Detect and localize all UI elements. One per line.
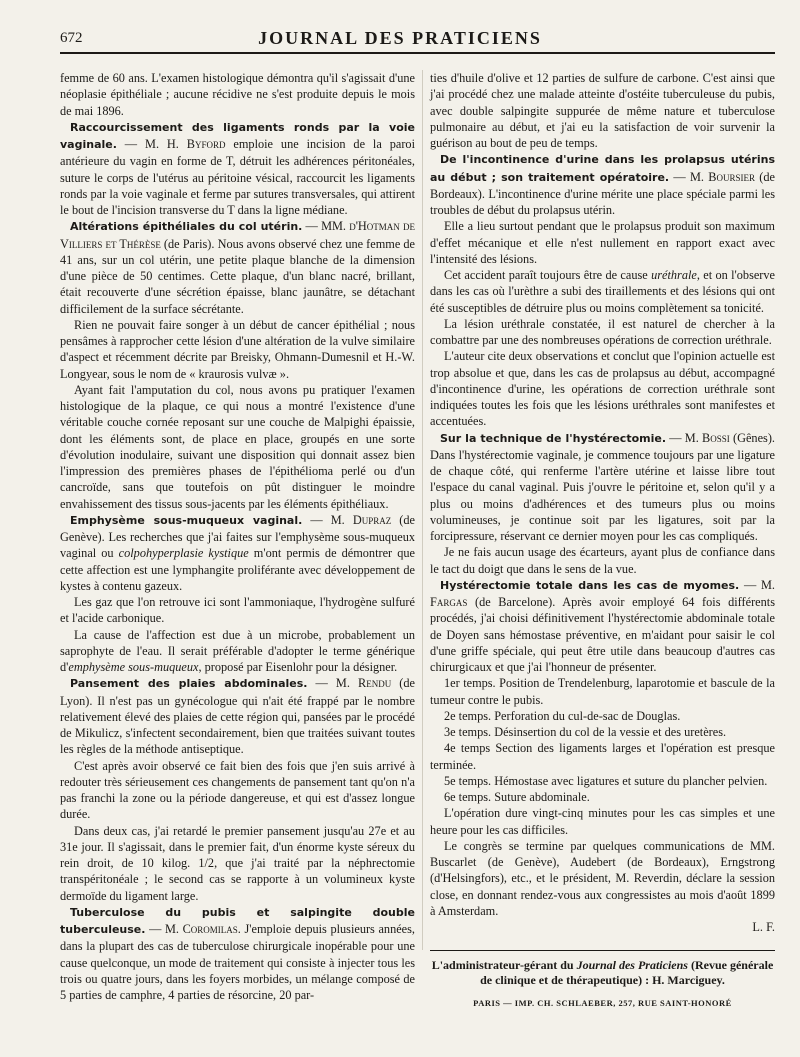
right-column	[430, 70, 775, 935]
step-1: 1er temps. Position de Trendelenburg, laparotomie et bascule de la tumeur contre le pubis.	[430, 676, 775, 707]
section-myomes: Hystérectomie totale dans les cas de myomes. — M. Fargas (de Barcelone). Après avoir employé 64 fois différents procédés, j'ai choisi définitivement l'hystérectomie abdominale totale de Doyen sans hémostase préventive, en m'aidant pour saisir le col d'une griffe spéciale, qui peut être utile dans beaucoup d'autres cas chirurgicaux et que j'ai l'honneur de présenter.	[430, 577, 775, 674]
location: (de Paris).	[160, 236, 215, 251]
paragraph: Le congrès se termine par quelques communications de MM. Buscarlet (de Genève), Audebert (de Bordeaux), Erngstrong (d'Helsingfors), etc., et le président, M. Reverdin, déclare la session close, en donnant rendez-vous aux congressistes au mois d'août 1899 à Amsterdam.	[430, 838, 775, 918]
paragraph: Les gaz que l'on retrouve ici sont l'ammoniaque, l'hydrogène sulfuré et l'acide carbonique.	[60, 595, 415, 626]
section-title: Hystérectomie totale dans les cas de myomes.	[440, 578, 740, 592]
location: (de Bordeaux).	[430, 169, 776, 201]
location: (de Genève).	[60, 512, 415, 544]
italic-term: colpohyperplasie kystique	[118, 546, 249, 561]
section-tuberculose: Tuberculose du pubis et salpingite double tuberculeuse. — M. Coromilas. J'emploie depuis plusieurs années, dans la plupart des cas de tuberculose chirurgicale inopérable pour une cause quelconque, un mode de traitement qui consiste à injecter tous les trois ou quatre jours, dans les foyers morbides, un mélange composé de 5 parties de camphre, 4 parties de résorcine, 20 par-	[60, 905, 415, 1002]
paragraph: ties d'huile d'olive et 12 parties de sulfure de carbone. C'est ainsi que j'ai procédé chez une malade atteinte d'ostéite tuberculeuse du pubis, avec double salpingite suppurée de même nature et tuberculose pulmonaire au début, et j'ai eu la satisfaction de voir survenir la guérison au bout de peu de temps.	[430, 71, 775, 150]
footer-rule	[430, 950, 775, 951]
section-emphyseme: Emphysème sous-muqueux vaginal. — M. Dupraz (de Genève). Les recherches que j'ai faites sur l'emphysème sous-muqueux vaginal ou colpohyperplasie kystique m'ont permis de démontrer que cette affection est une lymphangite proliférante avec développement de kystes à contenu gazeux.	[60, 512, 415, 593]
paragraph	[430, 267, 775, 316]
section-body: L'incontinence d'urine mérite une place spéciale parmi les troubles de début du prolapsus utérin.	[430, 186, 775, 217]
author: M. Dupraz	[330, 512, 392, 527]
paragraph: femme de 60 ans. L'examen histologique démontra qu'il s'agissait d'une néoplasie épithéliale ; aucune récidive ne s'est produite depuis le mois de mai 1896.	[60, 71, 415, 118]
text: La cause de l'affection est due à un microbe, probablement un saprophyte de l'eau. Il serait préférable d'adopter le terme générique d'	[60, 627, 415, 674]
journal-name: Journal des Praticiens	[576, 958, 688, 972]
text: L'administrateur-gérant du	[431, 958, 577, 972]
section-pansement: Pansement des plaies abdominales. — M. Rendu (de Lyon). Il n'est pas un gynécologue qui n'ait été frappé par le nombre relativement élevé des plaies de cette région qui, pansées par le procédé de Mikulicz, s'infectent secondairement, bien que traitées suivant toutes les règles de la méthode antiseptique.	[60, 676, 416, 757]
section-title: Pansement des plaies abdominales.	[70, 677, 308, 691]
text: , proposé par Eisenlohr pour la désigner.	[198, 660, 398, 674]
author: M. Fargas	[430, 577, 775, 609]
location: (de Lyon).	[60, 676, 416, 708]
italic-term: uréthrale	[651, 268, 697, 282]
column-divider	[422, 70, 423, 950]
paragraph: Rien ne pouvait faire songer à un début de cancer épithélial ; nous pensâmes à rapprocher cette lésion d'une altération de la vulve similaire d'aspect et récemment décrite par Breisky, Ohmann-Dumesnil et H.-W. Longyear, sous le nom de « kraurosis vulvæ ».	[60, 317, 415, 381]
step-5: 5e temps. Hémostase avec ligatures et suture du plancher pelvien.	[444, 773, 768, 788]
journal-title: JOURNAL DES PRATICIENS	[258, 28, 542, 48]
section-body: Il n'est pas un gynécologue qui n'ait été frappé par le nombre relativement élevé des plaies de cette région qui, pansées par le procédé de Mikulicz, s'infectent secondairement, bien que traitées suivant toutes les règles de la méthode antiseptique.	[60, 693, 415, 757]
step-2: 2e temps. Perforation du cul-de-sac de Douglas.	[444, 708, 681, 723]
text: , et on l'observe dans les cas où l'urèthre a subi des tiraillements et des lésions qui ont été susceptibles de détruire plus ou moins complètement sa tonicité.	[430, 268, 776, 315]
paragraph: Elle a lieu surtout pendant que le prolapsus produit son maximum d'effet mécanique et elle n'est nullement en rapport exact avec l'intensité des lésions.	[430, 219, 775, 266]
section-title: Emphysème sous-muqueux vaginal.	[70, 513, 303, 527]
section-body: m'ont permis de démontrer que cette affection est une lymphangite proliférante avec développement de kystes à contenu gazeux.	[60, 546, 415, 593]
printer-imprint: PARIS — IMP. CH. SCHLAEBER, 257, RUE SAINT-HONORÉ	[473, 998, 732, 1008]
paragraph: L'opération dure vingt-cinq minutes pour les cas simples et une heure pour les cas difficiles.	[430, 806, 775, 837]
section-alterations: Altérations épithéliales du col utérin. — MM. d'Hotman de Villiers et Thérèse (de Paris). Nous avons observé chez une femme de 41 ans, sur un col utérin, une petite plaque blanche de la dimension d'une pièce de 50 centimes. Cette plaque, d'un blanc nacré, brillant, était recouverte d'une sécrétion épaisse, blanc jaunâtre, se détachant difficilement de la surface sécrétante.	[60, 219, 416, 316]
text: (Revue générale de clinique et de thérapeutique) : H. Marciguey.	[480, 958, 774, 987]
section-body: Dans l'hystérectomie vaginale, je commence toujours par une ligature de chaque côté, qui renferme l'artère utérine et laisse libre tout l'espace du canal vaginal. Puis j'ouvre le péritoine et, selon qu'il y a plus ou moins d'adhérences et des tumeurs plus ou moins volumineuses, je continue soit par les ligatures, soit par la forcipressure, réservant ce dernier moyen pour les cas compliqués.	[430, 447, 775, 543]
section-title: Raccourcissement des ligaments ronds par la voie vaginale.	[60, 120, 415, 151]
italic-term: emphysème sous-muqueux	[68, 660, 199, 674]
author: MM. d'Hotman de Villiers et Thérèse	[60, 219, 415, 251]
text: Cet accident paraît toujours être de cause	[444, 268, 652, 282]
administrator-notice	[430, 958, 775, 988]
section-body: Après avoir employé 64 fois différents procédés, j'ai choisi définitivement l'hystérectomie abdominale totale de Doyen sans hémostase préventive, en m'aidant pour saisir le col d'une griffe spéciale, qui peut être utile dans beaucoup d'autres cas chirurgicaux et que j'ai l'honneur de présenter.	[430, 595, 775, 674]
section-body: Nous avons observé chez une femme de 41 ans, sur un col utérin, une petite plaque blanche de la dimension d'une pièce de 50 centimes. Cette plaque, d'un blanc nacré, brillant, était recouverte d'une sécrétion épaisse, blanc jaunâtre, se détachant difficilement de la surface sécrétante.	[60, 236, 416, 316]
paragraph: La lésion uréthrale constatée, il est naturel de chercher à la combattre par une des nombreuses opérations de correction uréthrale.	[430, 316, 775, 347]
paragraph: L'auteur cite deux observations et conclut que l'opinion actuelle est trop absolue et que, dans les cas de prolapsus au début, accompagné d'incontinence d'urine, les opérations de correction uréthrale sont indiquées toutes les fois que les lésions uréthrales sont manifestes et accentuées.	[430, 349, 775, 429]
left-column	[60, 70, 415, 1003]
author: M. Rendu	[335, 676, 392, 691]
section-hysterectomie: Sur la technique de l'hystérectomie. — M. Bossi (Gênes). Dans l'hystérectomie vaginale, je commence toujours par une ligature de chaque côté, qui renferme l'artère utérine et laisse libre tout l'espace du canal vaginal. Puis j'ouvre le péritoine et, selon qu'il y a plus ou moins d'adhérences et des tumeurs plus ou moins volumineuses, je continue soit par les ligatures, soit par la forcipressure, réservant ce dernier moyen pour les cas compliqués.	[430, 430, 775, 543]
section-body: Les recherches que j'ai faites sur l'emphysème sous-muqueux vaginal ou	[60, 530, 415, 561]
paragraph: Dans deux cas, j'ai retardé le premier pansement jusqu'au 27e et au 31e jour. Il s'agissait, dans le premier fait, d'un énorme kyste séreux du rein droit, de 10 kilog. 1/2, que j'ai traité par la néphrectomie transpéritonéale ; le second cas se rapporte à un volumineux kyste dermoïde du ligament large.	[60, 823, 415, 903]
step-6: 6e temps. Suture abdominale.	[444, 790, 590, 804]
page-number: 672	[60, 30, 83, 46]
section-title: Altérations épithéliales du col utérin.	[70, 220, 303, 234]
section-body: J'emploie depuis plusieurs années, dans la plupart des cas de tuberculose chirurgicale inopérable pour une cause quelconque, un mode de traitement qui consiste à injecter tous les trois ou quatre jours, dans les foyers morbides, un mélange composé de 5 parties de camphre, 4 parties de résorcine, 20 par-	[60, 922, 415, 1002]
section-incontinence: De l'incontinence d'urine dans les prolapsus utérins au début ; son traitement opératoire. — M. Boursier (de Bordeaux). L'incontinence d'urine mérite une place spéciale parmi les troubles de début du prolapsus utérin.	[430, 153, 776, 217]
author: M. Boursier	[690, 169, 756, 184]
section-title: Tuberculose du pubis et salpingite double tuberculeuse.	[60, 905, 415, 936]
section-title: Sur la technique de l'hystérectomie.	[440, 431, 667, 445]
paragraph: C'est après avoir observé ce fait bien des fois que j'en suis arrivé à redouter très sérieusement ces changements de pansement tant qu'on n'a pas franchi la zone ou la période dangereuse, et qui est d'assez longue durée.	[60, 758, 415, 822]
author: M. H. Byford	[145, 137, 226, 151]
paragraph	[60, 627, 415, 676]
section-body: emploie une incision de la paroi antérieure du vagin en forme de T, détruit les adhérences péritonéales, suture le corps de l'utérus au péritoine vésical, raccourcit les ligaments ronds par la voie vaginale et ferme par sutures transversales, qui attirent le bout de l'incision transverse du T dans la ligne médiane.	[60, 137, 415, 217]
paragraph: Ayant fait l'amputation du col, nous avons pu pratiquer l'examen histologique de la plaque, ce qui nous a montré l'existence d'une véritable couche cornée reposant sur une couche de Malpighi épaissie, dont les éléments sont, de place en place, groupés en une sorte d'évolution inodulaire, suivant une disposition qui donnait assez bien l'impression des premières phases de l'épithélioma perlé ou d'un cancroïde, sans que toutefois on pût distinguer le moindre envahissement des tissus sous-jacents par les éléments épithéliaux.	[60, 382, 415, 511]
section-byford: Raccourcissement des ligaments ronds par la voie vaginale. — M. H. Byford emploie une incision de la paroi antérieure du vagin en forme de T, détruit les adhérences péritonéales, suture le corps de l'utérus au péritoine vésical, raccourcit les ligaments ronds par la voie vaginale et ferme par sutures transversales, qui attirent le bout de l'incision transverse du T dans la ligne médiane.	[60, 120, 415, 217]
location: (de Barcelone).	[467, 595, 556, 609]
step-3: 3e temps. Désinsertion du col de la vessie et des uretères.	[444, 725, 727, 739]
author: M. Coromilas.	[164, 922, 241, 936]
author: M. Bossi	[684, 430, 730, 445]
paragraph: Je ne fais aucun usage des écarteurs, ayant plus de confiance dans le tact du doigt que dans le sens de la vue.	[430, 545, 775, 576]
step-4: 4e temps Section des ligaments larges et l'opération est presque terminée.	[430, 741, 775, 772]
location: (Gênes).	[729, 430, 775, 445]
header-rule	[60, 52, 775, 54]
signature: L. F.	[752, 920, 775, 934]
section-title: De l'incontinence d'urine dans les prolapsus utérins au début ; son traitement opératoire.	[430, 153, 775, 184]
